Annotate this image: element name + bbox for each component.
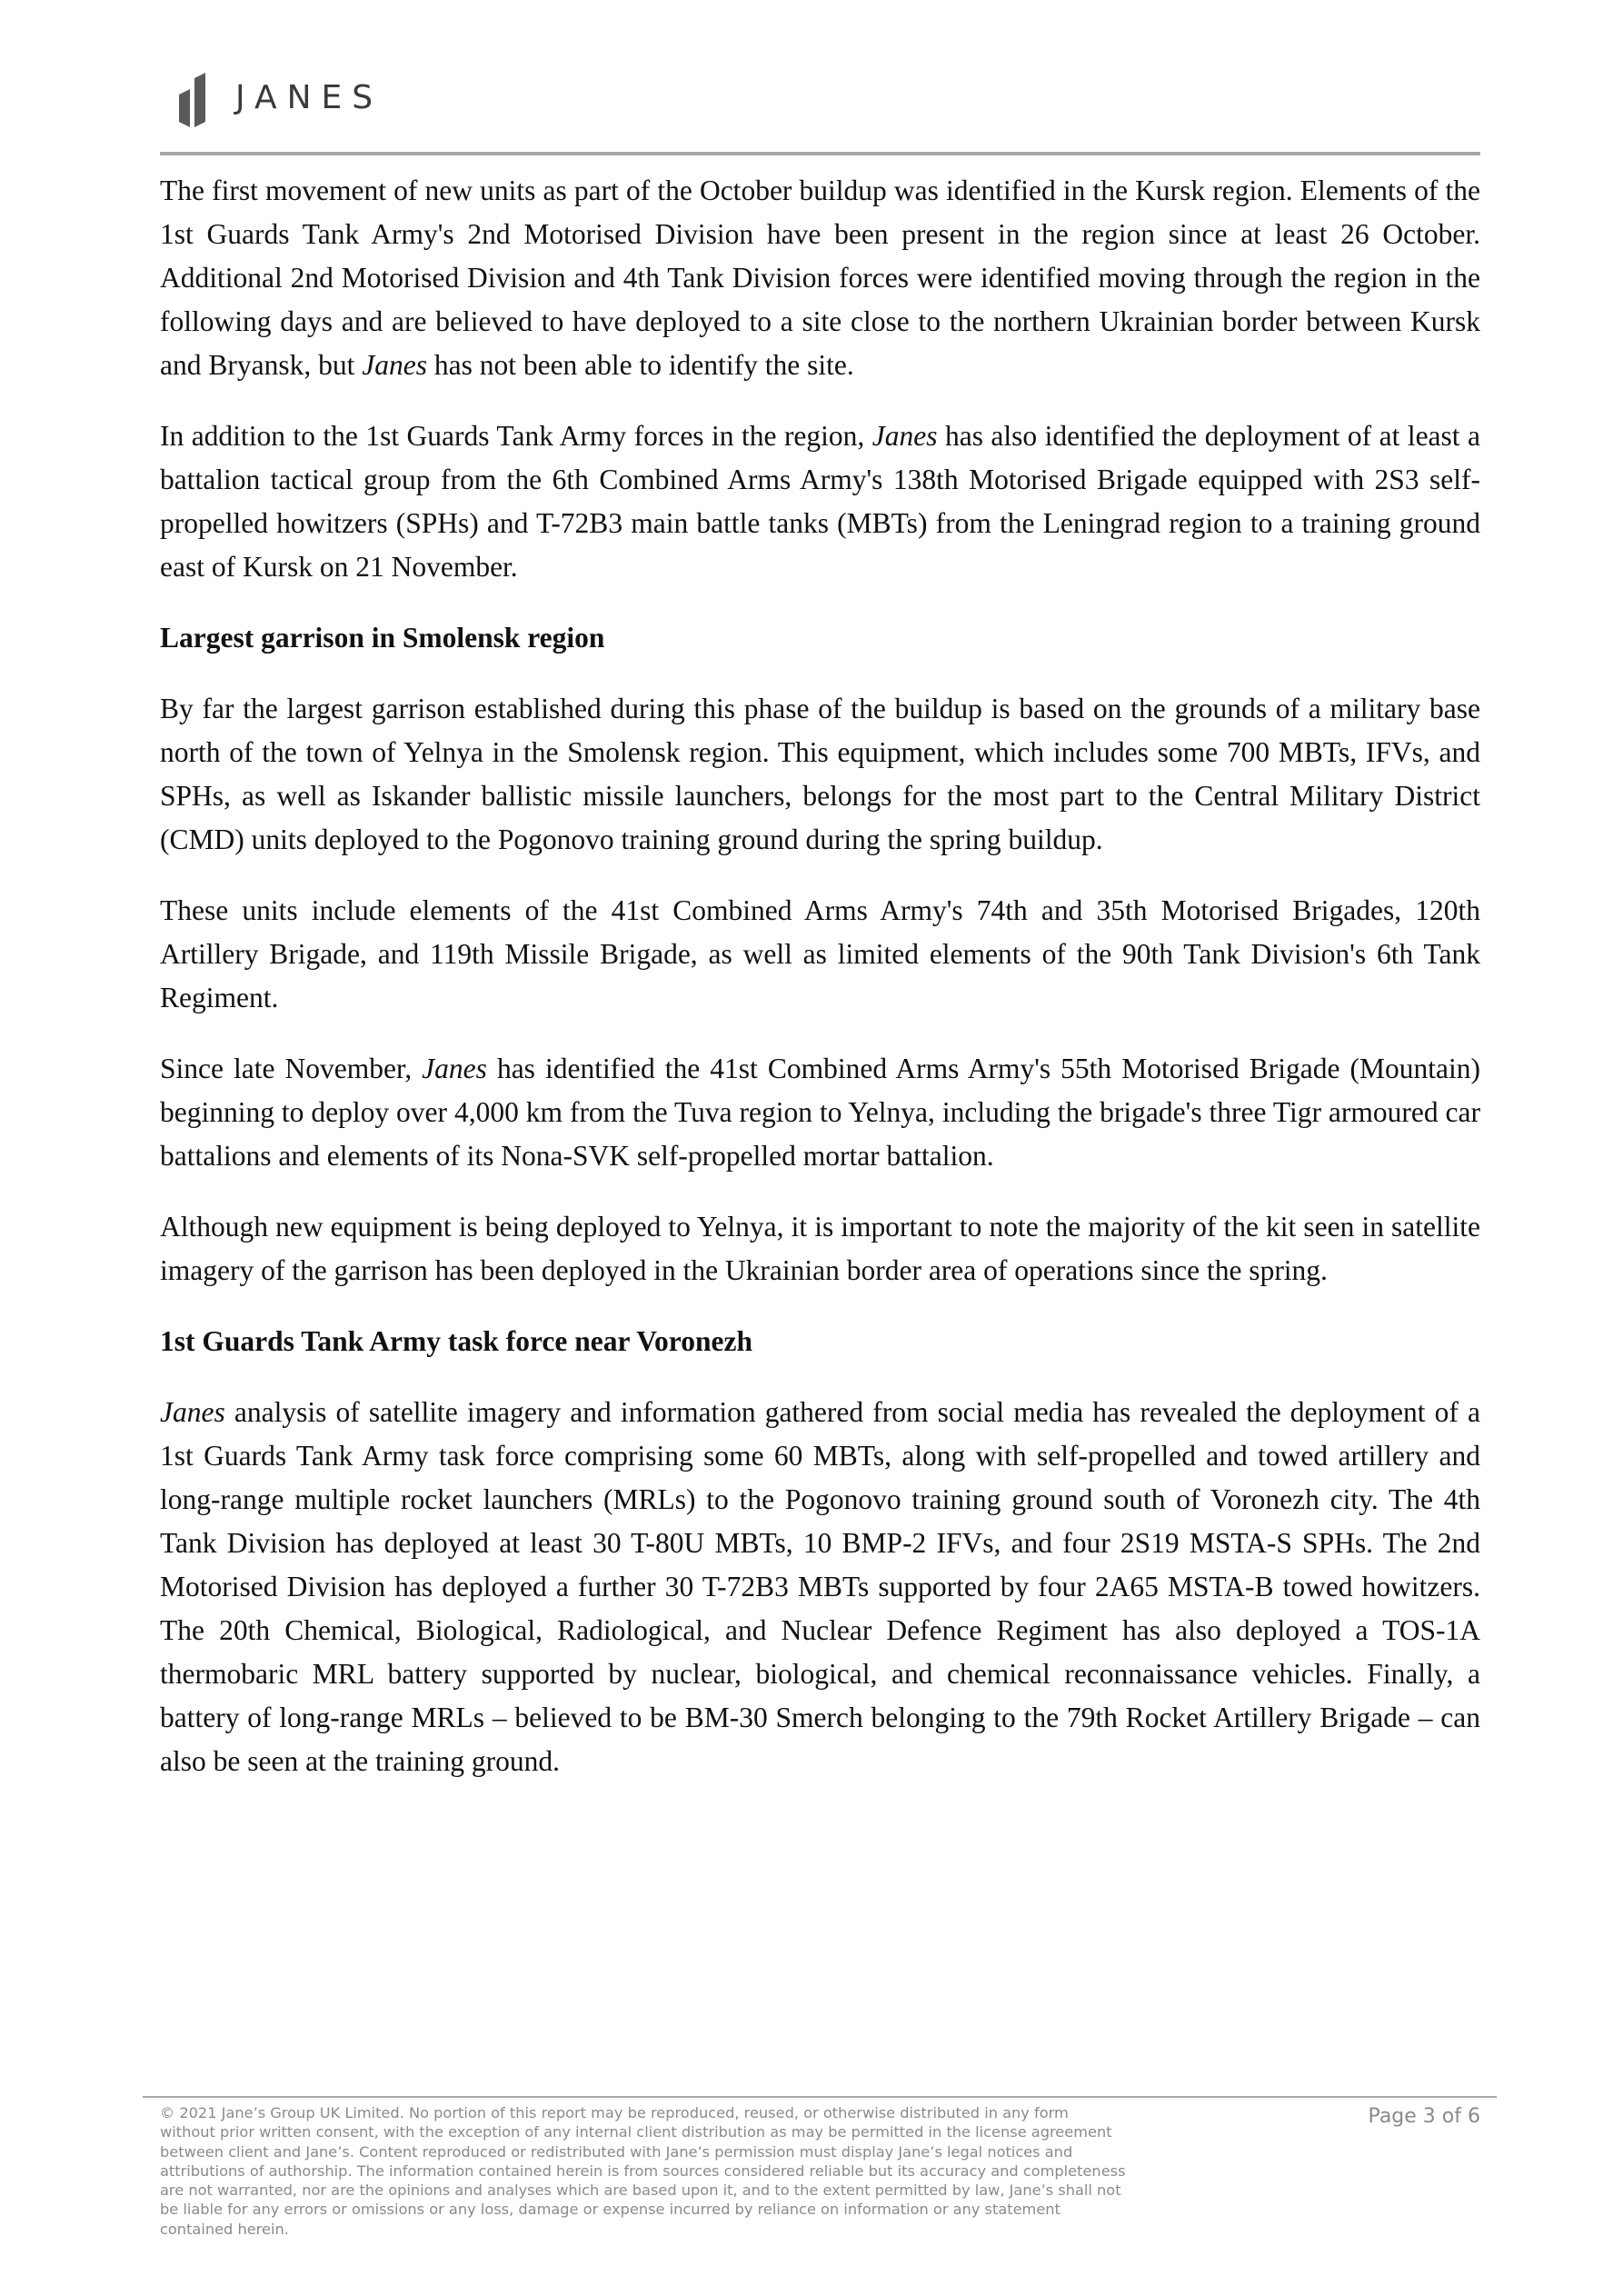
paragraph-2: In addition to the 1st Guards Tank Army forces in the region, Janes has also identified the deployment of at least a battalion tactical group from the 6th Combined Arms Army's 138th Motorised Brigade equipped with 2S3 self-propelled howitzers (SPHs) and T-72B3 main battle tanks (MBTs) from the Leningrad region to a training ground east of Kursk on 21 November. [160, 420, 1480, 583]
copyright-line: © 2021 Jane’s Group UK Limited. No portion of this report may be reproduced, reused, or otherwise distributed in any form [160, 2104, 1069, 2121]
janes-italic: Janes [422, 1053, 487, 1084]
copyright-line: without prior written consent, with the exception of any internal client distribution as may be permitted in the license agreement [160, 2123, 1112, 2141]
article-body [160, 169, 1480, 1811]
paragraph-3: By far the largest garrison established during this phase of the buildup is based on the grounds of a military base north of the town of Yelnya in the Smolensk region. This equipment, which includes some 700 MBTs, IFVs, and SPHs, as well as Iskander ballistic missile launchers, belongs for the most part to the Central Military District (CMD) units deployed to the Pogonovo training ground during the spring buildup. [160, 693, 1480, 855]
section-heading-smolensk: Largest garrison in Smolensk region [160, 622, 605, 654]
header [179, 65, 383, 129]
copyright-line: contained herein. [160, 2220, 289, 2238]
brand-wordmark: JANES [235, 78, 383, 116]
paragraph-6: Although new equipment is being deployed to Yelnya, it is important to note the majority of the kit seen in satellite imagery of the garrison has been deployed in the Ukrainian border area of operations since the spring. [160, 1211, 1480, 1286]
header-divider [160, 152, 1480, 155]
janes-italic: Janes [871, 420, 938, 452]
janes-italic: Janes [362, 349, 427, 381]
paragraph-7: Janes analysis of satellite imagery and information gathered from social media has revealed the deployment of a 1st Guards Tank Army task force comprising some 60 MBTs, along with self-propelled and towed artillery and long-range multiple rocket launchers (MRLs) to the Pogonovo training ground south of Voronezh city. The 4th Tank Division has deployed at least 30 T-80U MBTs, 10 BMP-2 IFVs, and four 2S19 MSTA-S SPHs. The 2nd Motorised Division has deployed a further 30 T-72B3 MBTs supported by four 2A65 MSTA-B towed howitzers. The 20th Chemical, Biological, Radiological, and Nuclear Defence Regiment has also deployed a TOS-1A thermobaric MRL battery supported by nuclear, biological, and chemical reconnaissance vehicles. Finally, a battery of long-range MRLs – believed to be BM-30 Smerch belonging to the 79th Rocket Artillery Brigade – can also be seen at the training ground. [160, 1396, 1480, 1777]
paragraph-1: The first movement of new units as part of the October buildup was identified in the Kursk region. Elements of the 1st Guards Tank Army's 2nd Motorised Division have been present in the region since at least 26 October. Additional 2nd Motorised Division and 4th Tank Division forces were identified moving through the region in the following days and are believed to have deployed to a site close to the northern Ukrainian border between Kursk and Bryansk, but Janes has not been able to identify the site. [160, 175, 1480, 381]
paragraph-5: Since late November, Janes has identified the 41st Combined Arms Army's 55th Motorised Brigade (Mountain) beginning to deploy over 4,000 km from the Tuva region to Yelnya, including the brigade's three Tigr armoured car battalions and elements of its Nona-SVK self-propelled mortar battalion. [160, 1053, 1480, 1172]
copyright-line: between client and Jane’s. Content reproduced or redistributed with Jane’s permission must display Jane’s legal notices and [160, 2142, 1073, 2161]
copyright-line: attributions of authorship. The information contained herein is from sources considered reliable but its accuracy and completeness [160, 2161, 1126, 2180]
copyright-line: be liable for any errors or omissions or any loss, damage or expense incurred by reliance on information or any statement [160, 2201, 1060, 2219]
copyright-line: are not warranted, nor are the opinions and analyses which are based upon it, and to the extent permitted by law, Jane’s shall not [160, 2181, 1121, 2200]
footer-divider [143, 2096, 1497, 2098]
section-heading-voronezh: 1st Guards Tank Army task force near Voronezh [160, 1325, 752, 1357]
janes-logo-icon [179, 67, 217, 127]
copyright-notice [160, 2103, 1250, 2239]
page-number: Page 3 of 6 [1368, 2105, 1480, 2128]
paragraph-4: These units include elements of the 41st Combined Arms Army's 74th and 35th Motorised Brigades, 120th Artillery Brigade, and 119th Missile Brigade, as well as limited elements of the 90th Tank Division's 6th Tank Regiment. [160, 894, 1480, 1013]
janes-italic: Janes [160, 1396, 225, 1428]
